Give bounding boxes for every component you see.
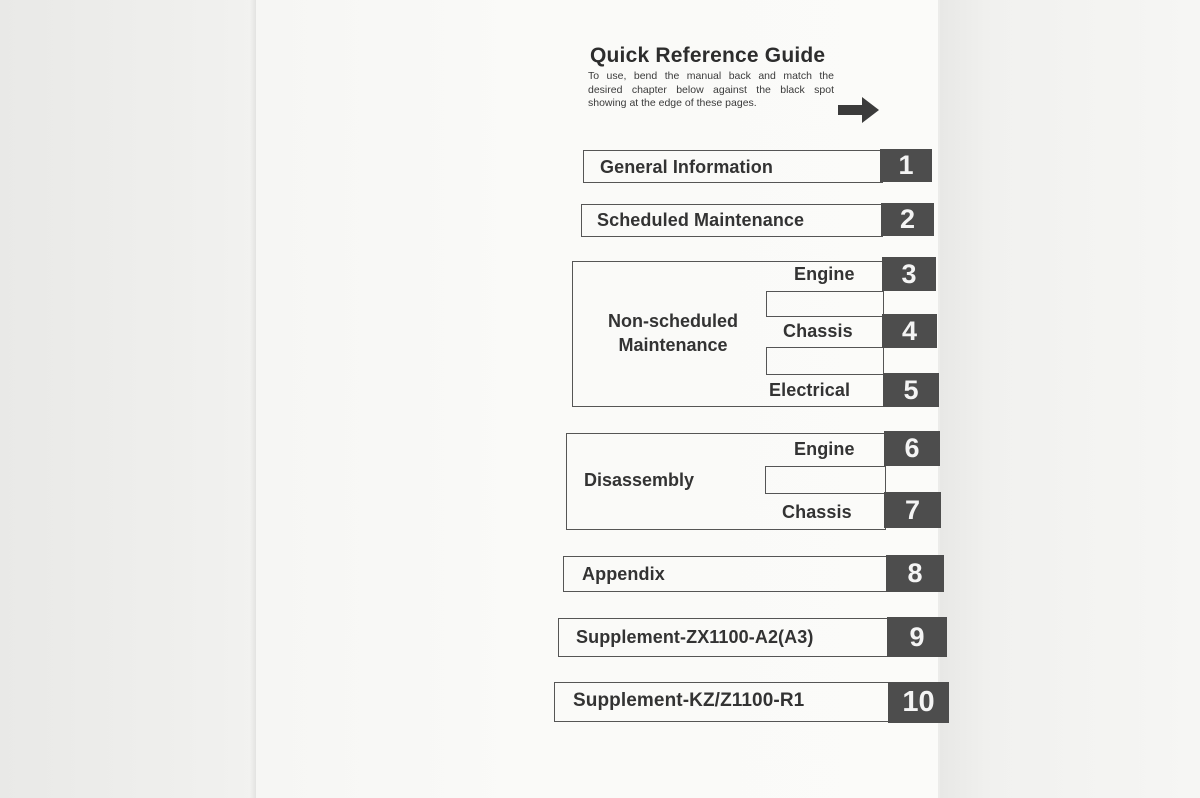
divider-4-5 (766, 347, 884, 375)
chapter-9-tab[interactable]: 9 (887, 617, 947, 657)
chapter-10-tab[interactable]: 10 (888, 682, 949, 723)
group-title-line1: Non-scheduled (607, 311, 738, 331)
chapter-5-tab[interactable]: 5 (883, 373, 939, 407)
chapter-7-label: Chassis (782, 502, 852, 522)
chapter-6-label: Engine (794, 439, 855, 459)
chapter-1-tab[interactable]: 1 (880, 149, 932, 182)
chapter-2-label: Scheduled Maintenance (597, 210, 805, 230)
chapter-7-tab[interactable]: 7 (884, 492, 941, 528)
group-title-line2: Maintenance (618, 335, 728, 355)
chapter-6-tab[interactable]: 6 (884, 431, 940, 466)
divider-6-7 (765, 466, 886, 494)
chapter-2-tab[interactable]: 2 (881, 203, 934, 236)
page-title: Quick Reference Guide (590, 44, 826, 67)
chapter-8-label: Appendix (582, 564, 665, 584)
chapter-10-label: Supplement-KZ/Z1100-R1 (573, 690, 805, 711)
disassembly-group-title: Disassembly (584, 470, 695, 490)
nonscheduled-group-title (585, 309, 761, 357)
chapter-4-tab[interactable]: 4 (882, 314, 937, 348)
chapter-4-label: Chassis (783, 321, 853, 341)
chapter-3-tab[interactable]: 3 (882, 257, 936, 291)
instructions-text: To use, bend the manual back and match the desired chapter below against the black spot showing at the edge of these pages. (588, 70, 834, 109)
chapter-8-tab[interactable]: 8 (886, 555, 944, 592)
arrow-right-icon (838, 96, 880, 124)
chapter-5-label: Electrical (769, 380, 851, 400)
chapter-3-label: Engine (794, 264, 855, 284)
background-right (940, 0, 1200, 798)
chapter-1-label: General Information (600, 157, 773, 177)
chapter-9-label: Supplement-ZX1100-A2(A3) (576, 627, 814, 647)
divider-3-4 (766, 291, 884, 317)
background-left (0, 0, 262, 798)
